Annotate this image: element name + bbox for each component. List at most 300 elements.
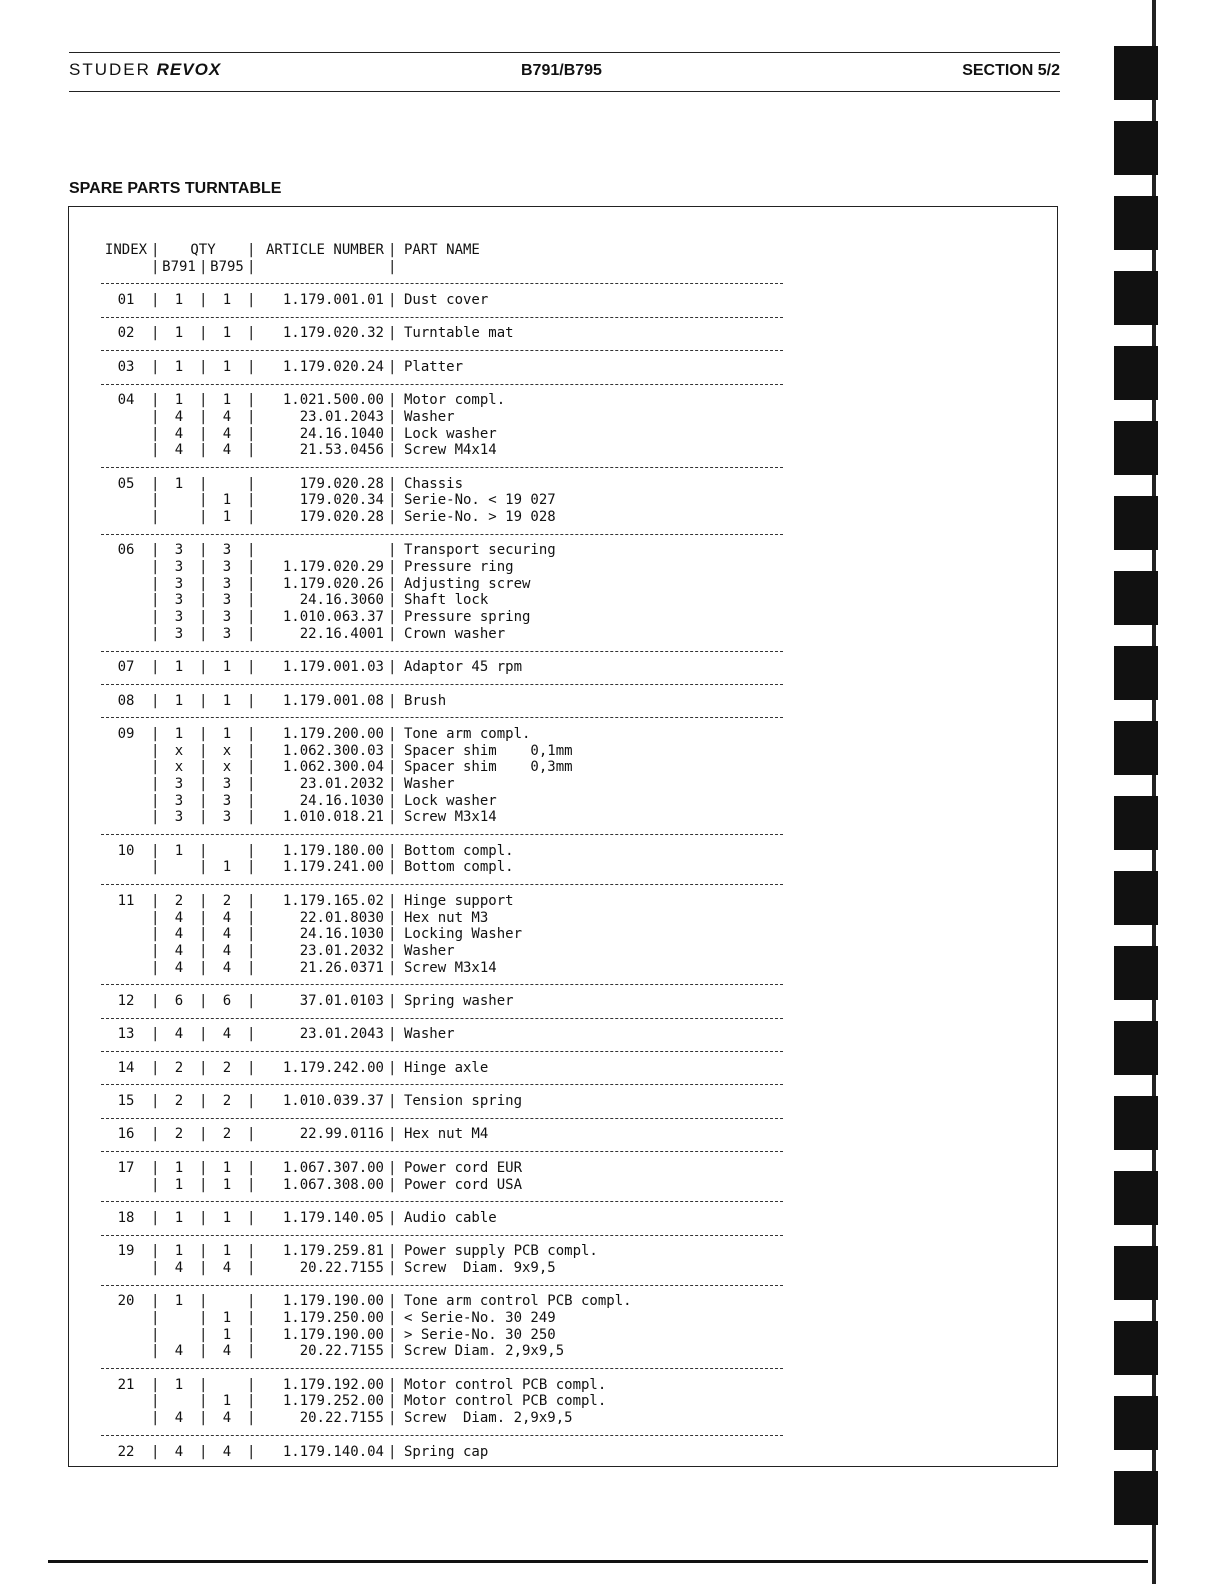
cell-qty-b791: 1 xyxy=(174,1176,184,1193)
cell-article-number: 23.01.2032 xyxy=(299,776,384,792)
cell-qty-b795: 4 xyxy=(222,1443,232,1460)
cell-index: 08 xyxy=(117,692,135,709)
cell-qty-b795: 4 xyxy=(222,425,232,442)
table-row: 13 | 4 | 4 | 23.01.2043 | Washer xyxy=(101,1026,776,1043)
row-divider xyxy=(101,526,776,543)
cell-part-name: Screw Diam. 2,9x9,5 xyxy=(404,1410,573,1427)
cell-qty-b795: 3 xyxy=(222,609,232,626)
table-row: 05 | 1 | | 179.020.28 | Chassis xyxy=(101,476,776,493)
cell-index: 03 xyxy=(117,358,135,375)
table-row: 19 | 1 | 1 | 1.179.259.81 | Power supply PCB compl. xyxy=(101,1243,776,1260)
cell-index: 14 xyxy=(117,1059,135,1076)
cell-qty-b791: 4 xyxy=(174,926,184,943)
cell-index xyxy=(101,793,151,810)
row-divider xyxy=(101,1110,776,1127)
cell-qty-b795: 4 xyxy=(222,1026,232,1043)
table-row: 18 | 1 | 1 | 1.179.140.05 | Audio cable xyxy=(101,1210,776,1227)
cell-article-number: 1.179.252.00 xyxy=(282,1393,384,1410)
table-row: 08 | 1 | 1 | 1.179.001.08 | Brush xyxy=(101,693,776,710)
cell-part-name: Tone arm compl. xyxy=(404,725,531,742)
cell-article-number: 1.179.001.01 xyxy=(282,292,384,309)
cell-index xyxy=(101,592,151,609)
cell-qty-b795: 1 xyxy=(222,692,232,709)
cell-part-name: Spacer shim 0,1mm xyxy=(404,742,573,759)
cell-article-number: 1.010.063.37 xyxy=(282,609,384,626)
cell-index xyxy=(101,409,151,426)
table-row: | | 1 | 1.179.190.00 | > Serie-No. 30 250 xyxy=(101,1327,776,1344)
cell-part-name: Adaptor 45 rpm xyxy=(404,659,523,676)
row-divider xyxy=(101,1360,776,1377)
cell-part-name: Lock washer xyxy=(404,425,497,442)
table-row: | 4 | 4 | 21.53.0456 | Screw M4x14 xyxy=(101,442,776,459)
binding-tab xyxy=(1114,1396,1158,1450)
cell-index: 06 xyxy=(117,542,135,559)
row-divider xyxy=(101,976,776,993)
table-row: 16 | 2 | 2 | 22.99.0116 | Hex nut M4 xyxy=(101,1126,776,1143)
cell-qty-b791: 4 xyxy=(174,909,184,926)
cell-article-number: 179.020.28 xyxy=(299,509,384,525)
header-bottom-rule xyxy=(69,91,1060,92)
cell-part-name: Washer xyxy=(404,1026,455,1043)
binding-tab xyxy=(1114,496,1158,550)
table-row: | 4 | 4 | 22.01.8030 | Hex nut M3 xyxy=(101,910,776,927)
binding-tab xyxy=(1114,1246,1158,1300)
cell-qty-b795: 1 xyxy=(222,358,232,375)
table-row: | 1 | 1 | 1.067.308.00 | Power cord USA xyxy=(101,1177,776,1194)
cell-part-name: > Serie-No. 30 250 xyxy=(404,1326,556,1343)
cell-index: 18 xyxy=(117,1209,135,1226)
cell-index xyxy=(101,509,151,526)
cell-qty-b795: 4 xyxy=(222,442,232,459)
cell-part-name: Washer xyxy=(404,408,455,425)
cell-qty-b795: 1 xyxy=(222,325,232,342)
cell-index: 07 xyxy=(117,659,135,676)
cell-article-number: 1.067.308.00 xyxy=(282,1176,384,1193)
table-row: 21 | 1 | | 1.179.192.00 | Motor control PCB compl. xyxy=(101,1377,776,1394)
table-row: 14 | 2 | 2 | 1.179.242.00 | Hinge axle xyxy=(101,1060,776,1077)
binding-spine xyxy=(1114,0,1224,1584)
cell-qty-b791 xyxy=(159,1327,199,1344)
table-row: | | 1 | 1.179.250.00 | < Serie-No. 30 249 xyxy=(101,1310,776,1327)
cell-qty-b791: 1 xyxy=(174,1243,184,1260)
cell-article-number: 1.062.300.03 xyxy=(282,742,384,759)
cell-index xyxy=(101,960,151,977)
table-row: | 3 | 3 | 1.179.020.29 | Pressure ring xyxy=(101,559,776,576)
table-row: | 3 | 3 | 24.16.3060 | Shaft lock xyxy=(101,592,776,609)
cell-article-number: 24.16.1030 xyxy=(299,792,384,809)
cell-article-number: 1.021.500.00 xyxy=(282,392,384,409)
cell-qty-b791: x xyxy=(174,759,184,776)
binding-tab xyxy=(1114,46,1158,100)
cell-qty-b791: 3 xyxy=(174,625,184,642)
cell-qty-b795: 4 xyxy=(222,959,232,976)
cell-qty-b791 xyxy=(159,509,199,526)
cell-qty-b791 xyxy=(159,859,199,876)
cell-part-name: Washer xyxy=(404,776,455,792)
cell-qty-b791: 1 xyxy=(174,325,184,342)
table-row: 22 | 4 | 4 | 1.179.140.04 | Spring cap xyxy=(101,1444,776,1461)
cell-article-number: 1.179.140.05 xyxy=(282,1209,384,1226)
cell-qty-b795: 1 xyxy=(222,1393,232,1410)
cell-qty-b791: 3 xyxy=(174,542,184,559)
cell-qty-b795: 4 xyxy=(222,1410,232,1427)
cell-part-name: Screw M4x14 xyxy=(404,442,497,459)
cell-qty-b791: 4 xyxy=(174,1343,184,1360)
binding-tab xyxy=(1114,1471,1158,1525)
cell-index: 19 xyxy=(117,1243,135,1260)
cell-part-name: Hinge support xyxy=(404,892,514,909)
cell-qty-b795: 3 xyxy=(222,592,232,609)
cell-qty-b791: 4 xyxy=(174,1410,184,1427)
binding-tab xyxy=(1114,571,1158,625)
cell-qty-b791: 2 xyxy=(174,1126,184,1143)
table-row: | 4 | 4 | 20.22.7155 | Screw Diam. 9x9,5 xyxy=(101,1260,776,1277)
spare-parts-table xyxy=(101,242,776,1460)
cell-article-number: 1.179.180.00 xyxy=(282,842,384,859)
table-row: | | 1 | 1.179.241.00 | Bottom compl. xyxy=(101,859,776,876)
cell-article-number: 1.179.241.00 xyxy=(282,859,384,876)
cell-qty-b791: 4 xyxy=(174,408,184,425)
cell-article-number: 1.179.020.26 xyxy=(282,575,384,592)
cell-article-number: 37.01.0103 xyxy=(299,992,384,1009)
row-divider xyxy=(101,1076,776,1093)
cell-qty-b791: 2 xyxy=(174,892,184,909)
cell-index: 02 xyxy=(117,325,135,342)
cell-qty-b791: 1 xyxy=(174,358,184,375)
cell-index xyxy=(101,576,151,593)
cell-qty-b791: x xyxy=(174,742,184,759)
cell-qty-b791: 1 xyxy=(174,392,184,409)
row-divider xyxy=(101,1193,776,1210)
cell-index xyxy=(101,559,151,576)
cell-article-number: 1.067.307.00 xyxy=(282,1159,384,1176)
row-divider xyxy=(101,1277,776,1294)
header-b791: B791 xyxy=(162,258,196,275)
table-row: 12 | 6 | 6 | 37.01.0103 | Spring washer xyxy=(101,993,776,1010)
cell-article-number: 24.16.1040 xyxy=(299,425,384,442)
cell-article-number: 1.179.190.00 xyxy=(282,1326,384,1343)
cell-qty-b791: 1 xyxy=(174,659,184,676)
cell-index xyxy=(101,609,151,626)
cell-qty-b795: 4 xyxy=(222,909,232,926)
cell-part-name: Pressure ring xyxy=(404,559,514,576)
cell-part-name: Motor compl. xyxy=(404,392,506,409)
cell-part-name: Chassis xyxy=(404,475,464,492)
table-row: | x | x | 1.062.300.03 | Spacer shim 0,1mm xyxy=(101,743,776,760)
header-part-name: PART NAME xyxy=(404,242,480,258)
table-row: | 3 | 3 | 22.16.4001 | Crown washer xyxy=(101,626,776,643)
cell-article-number: 23.01.2043 xyxy=(299,408,384,425)
cell-index: 15 xyxy=(117,1093,135,1110)
cell-qty-b795: 2 xyxy=(222,1126,232,1143)
section-number: SECTION 5/2 xyxy=(962,62,1060,79)
cell-article-number: 1.179.020.24 xyxy=(282,358,384,375)
cell-qty-b791: 1 xyxy=(174,842,184,859)
cell-qty-b791: 4 xyxy=(174,442,184,459)
cell-part-name: Screw Diam. 2,9x9,5 xyxy=(404,1343,565,1360)
cell-qty-b791 xyxy=(159,1393,199,1410)
cell-qty-b791: 1 xyxy=(174,692,184,709)
header-b795: B795 xyxy=(210,258,244,275)
binding-tab xyxy=(1114,796,1158,850)
cell-part-name: Turntable mat xyxy=(404,325,514,342)
binding-tab xyxy=(1114,946,1158,1000)
cell-article-number: 22.01.8030 xyxy=(299,909,384,926)
cell-qty-b795: 2 xyxy=(222,1059,232,1076)
cell-index: 17 xyxy=(117,1159,135,1176)
table-row: | 3 | 3 | 24.16.1030 | Lock washer xyxy=(101,793,776,810)
binding-tab xyxy=(1114,196,1158,250)
cell-qty-b795 xyxy=(207,843,247,860)
cell-qty-b795: 1 xyxy=(222,725,232,742)
cell-qty-b791: 1 xyxy=(174,1293,184,1310)
binding-tab xyxy=(1114,346,1158,400)
cell-part-name: Crown washer xyxy=(404,625,506,642)
binding-tab xyxy=(1114,1321,1158,1375)
cell-qty-b795: 3 xyxy=(222,809,232,826)
brand-revox: REVOX xyxy=(156,60,222,79)
row-divider xyxy=(101,342,776,359)
cell-index: 01 xyxy=(117,292,135,309)
table-row: | 3 | 3 | 1.010.018.21 | Screw M3x14 xyxy=(101,809,776,826)
brand-logo xyxy=(69,60,221,80)
cell-part-name: Screw M3x14 xyxy=(404,959,497,976)
cell-article-number: 1.179.020.29 xyxy=(282,559,384,576)
cell-index: 13 xyxy=(117,1026,135,1043)
cell-qty-b795: 3 xyxy=(222,776,232,792)
table-row: 07 | 1 | 1 | 1.179.001.03 | Adaptor 45 rpm xyxy=(101,659,776,676)
cell-article-number: 1.179.192.00 xyxy=(282,1376,384,1393)
cell-article-number: 1.062.300.04 xyxy=(282,759,384,776)
cell-article-number: 22.16.4001 xyxy=(299,625,384,642)
cell-index xyxy=(101,442,151,459)
cell-part-name: Lock washer xyxy=(404,792,497,809)
cell-index xyxy=(101,809,151,826)
cell-index xyxy=(101,1393,151,1410)
cell-qty-b795: 1 xyxy=(222,1326,232,1343)
cell-qty-b795: 2 xyxy=(222,1093,232,1110)
table-row: 02 | 1 | 1 | 1.179.020.32 | Turntable mat xyxy=(101,325,776,342)
cell-qty-b795: x xyxy=(222,742,232,759)
cell-index xyxy=(101,426,151,443)
row-divider xyxy=(101,1043,776,1060)
cell-part-name: Bottom compl. xyxy=(404,859,514,876)
cell-part-name: Power cord USA xyxy=(404,1176,523,1193)
row-divider xyxy=(101,275,776,292)
cell-qty-b795: 1 xyxy=(222,859,232,876)
table-row: | 3 | 3 | 1.179.020.26 | Adjusting screw xyxy=(101,576,776,593)
cell-article-number: 23.01.2032 xyxy=(299,942,384,959)
cell-index xyxy=(101,1310,151,1327)
cell-part-name: Power supply PCB compl. xyxy=(404,1243,598,1260)
cell-article-number: 21.26.0371 xyxy=(299,959,384,976)
cell-qty-b791: 2 xyxy=(174,1059,184,1076)
cell-index: 22 xyxy=(117,1443,135,1460)
cell-qty-b791: 3 xyxy=(174,559,184,576)
cell-article-number xyxy=(255,542,388,559)
cell-part-name: Hinge axle xyxy=(404,1059,489,1076)
cell-qty-b795 xyxy=(207,476,247,493)
cell-qty-b795: 1 xyxy=(222,1176,232,1193)
cell-part-name: Pressure spring xyxy=(404,609,531,626)
cell-article-number: 24.16.1030 xyxy=(299,926,384,943)
cell-article-number: 20.22.7155 xyxy=(299,1343,384,1360)
cell-part-name: Locking Washer xyxy=(404,926,523,943)
cell-index xyxy=(101,1327,151,1344)
cell-qty-b791: 1 xyxy=(174,1376,184,1393)
header-article: ARTICLE NUMBER xyxy=(265,242,384,258)
cell-qty-b795: 3 xyxy=(222,625,232,642)
cell-article-number: 1.179.259.81 xyxy=(282,1243,384,1260)
binding-tab xyxy=(1114,1171,1158,1225)
cell-qty-b795: 1 xyxy=(222,1310,232,1326)
cell-article-number: 1.179.250.00 xyxy=(282,1310,384,1326)
cell-qty-b795: 6 xyxy=(222,992,232,1009)
cell-qty-b795: 4 xyxy=(222,1343,232,1360)
cell-article-number: 23.01.2043 xyxy=(299,1026,384,1043)
cell-part-name: Motor control PCB compl. xyxy=(404,1393,607,1410)
cell-article-number: 179.020.34 xyxy=(299,492,384,509)
cell-part-name: Spacer shim 0,3mm xyxy=(404,759,573,776)
cell-index xyxy=(101,626,151,643)
cell-index: 05 xyxy=(117,475,135,492)
cell-qty-b795: 3 xyxy=(222,792,232,809)
cell-qty-b795: 4 xyxy=(222,926,232,943)
row-divider xyxy=(101,676,776,693)
table-body xyxy=(101,275,776,1460)
table-row: 11 | 2 | 2 | 1.179.165.02 | Hinge support xyxy=(101,893,776,910)
cell-part-name: Motor control PCB compl. xyxy=(404,1376,607,1393)
table-row: | 3 | 3 | 23.01.2032 | Washer xyxy=(101,776,776,793)
row-divider xyxy=(101,709,776,726)
binding-tab xyxy=(1114,721,1158,775)
table-row: 06 | 3 | 3 | | Transport securing xyxy=(101,542,776,559)
cell-index: 10 xyxy=(117,842,135,859)
cell-article-number: 20.22.7155 xyxy=(299,1259,384,1276)
table-row: 04 | 1 | 1 | 1.021.500.00 | Motor compl. xyxy=(101,392,776,409)
cell-part-name: Hex nut M3 xyxy=(404,909,489,926)
row-divider xyxy=(101,1227,776,1244)
cell-article-number: 22.99.0116 xyxy=(299,1126,384,1143)
model-number: B791/B795 xyxy=(521,62,602,79)
cell-qty-b795: 3 xyxy=(222,575,232,592)
cell-qty-b795: 1 xyxy=(222,492,232,509)
row-divider xyxy=(101,826,776,843)
cell-part-name: Bottom compl. xyxy=(404,842,514,859)
table-row: | x | x | 1.062.300.04 | Spacer shim 0,3mm xyxy=(101,759,776,776)
cell-qty-b791: 2 xyxy=(174,1093,184,1110)
cell-part-name: Transport securing xyxy=(404,542,556,559)
table-row: | 4 | 4 | 21.26.0371 | Screw M3x14 xyxy=(101,960,776,977)
cell-qty-b791: 4 xyxy=(174,1026,184,1043)
cell-part-name: Serie-No. < 19 027 xyxy=(404,492,556,509)
cell-article-number: 1.179.200.00 xyxy=(282,725,384,742)
brand-studer: STUDER xyxy=(69,60,151,79)
row-divider xyxy=(101,1427,776,1444)
cell-index xyxy=(101,926,151,943)
cell-qty-b791: 1 xyxy=(174,725,184,742)
cell-index: 16 xyxy=(117,1126,135,1143)
table-row: | 4 | 4 | 24.16.1030 | Locking Washer xyxy=(101,926,776,943)
cell-article-number: 1.179.001.08 xyxy=(282,692,384,709)
table-row: 09 | 1 | 1 | 1.179.200.00 | Tone arm compl. xyxy=(101,726,776,743)
cell-index xyxy=(101,943,151,960)
cell-qty-b791: 1 xyxy=(174,475,184,492)
cell-qty-b795: 1 xyxy=(222,1209,232,1226)
table-row: | 4 | 4 | 24.16.1040 | Lock washer xyxy=(101,426,776,443)
cell-index: 20 xyxy=(117,1293,135,1310)
cell-qty-b795: 4 xyxy=(222,942,232,959)
cell-article-number: 24.16.3060 xyxy=(299,592,384,609)
cell-qty-b791: 3 xyxy=(174,792,184,809)
binding-tab xyxy=(1114,421,1158,475)
cell-qty-b791: 1 xyxy=(174,292,184,309)
binding-tab xyxy=(1114,646,1158,700)
cell-index xyxy=(101,859,151,876)
cell-part-name: Platter xyxy=(404,358,464,375)
row-divider xyxy=(101,459,776,476)
cell-index: 04 xyxy=(117,392,135,409)
table-row: 10 | 1 | | 1.179.180.00 | Bottom compl. xyxy=(101,843,776,860)
table-row: | 4 | 4 | 23.01.2043 | Washer xyxy=(101,409,776,426)
header-index: INDEX xyxy=(104,242,148,258)
cell-qty-b791: 1 xyxy=(174,1209,184,1226)
cell-index xyxy=(101,492,151,509)
cell-index xyxy=(101,743,151,760)
cell-qty-b791: 3 xyxy=(174,809,184,826)
table-row: | | 1 | 1.179.252.00 | Motor control PCB compl. xyxy=(101,1393,776,1410)
cell-article-number: 1.179.020.32 xyxy=(282,325,384,342)
table-row: 01 | 1 | 1 | 1.179.001.01 | Dust cover xyxy=(101,292,776,309)
cell-qty-b791: 3 xyxy=(174,776,184,792)
table-row: | 4 | 4 | 20.22.7155 | Screw Diam. 2,9x9,5 xyxy=(101,1410,776,1427)
cell-index xyxy=(101,776,151,793)
row-divider xyxy=(101,1143,776,1160)
cell-part-name: Screw Diam. 9x9,5 xyxy=(404,1259,556,1276)
cell-part-name: Tension spring xyxy=(404,1093,523,1110)
cell-part-name: Hex nut M4 xyxy=(404,1126,489,1143)
cell-qty-b795: 4 xyxy=(222,408,232,425)
cell-qty-b791: 4 xyxy=(174,425,184,442)
cell-part-name: Washer xyxy=(404,942,455,959)
row-divider xyxy=(101,1010,776,1027)
binding-tab xyxy=(1114,871,1158,925)
binding-tab xyxy=(1114,121,1158,175)
cell-qty-b795: 2 xyxy=(222,892,232,909)
cell-article-number: 179.020.28 xyxy=(299,475,384,492)
header-top-rule xyxy=(69,52,1060,53)
cell-qty-b791: 3 xyxy=(174,609,184,626)
cell-index xyxy=(101,1343,151,1360)
table-row: | | 1 | 179.020.34 | Serie-No. < 19 027 xyxy=(101,492,776,509)
table-header-row: INDEX | QTY | ARTICLE NUMBER | PART NAME xyxy=(101,242,776,259)
cell-qty-b795: 1 xyxy=(222,1243,232,1260)
table-row: 03 | 1 | 1 | 1.179.020.24 | Platter xyxy=(101,359,776,376)
row-divider xyxy=(101,376,776,393)
cell-qty-b791 xyxy=(159,1310,199,1327)
cell-part-name: Brush xyxy=(404,692,447,709)
binding-tab xyxy=(1114,271,1158,325)
cell-article-number: 1.179.242.00 xyxy=(282,1059,384,1076)
cell-part-name: Serie-No. > 19 028 xyxy=(404,509,556,525)
table-row: | 3 | 3 | 1.010.063.37 | Pressure spring xyxy=(101,609,776,626)
cell-article-number: 1.179.140.04 xyxy=(282,1443,384,1460)
cell-qty-b791: 4 xyxy=(174,942,184,959)
cell-index: 12 xyxy=(117,992,135,1009)
cell-qty-b795: 1 xyxy=(222,1159,232,1176)
cell-part-name: Spring washer xyxy=(404,992,514,1009)
cell-part-name: Tone arm control PCB compl. xyxy=(404,1293,632,1310)
